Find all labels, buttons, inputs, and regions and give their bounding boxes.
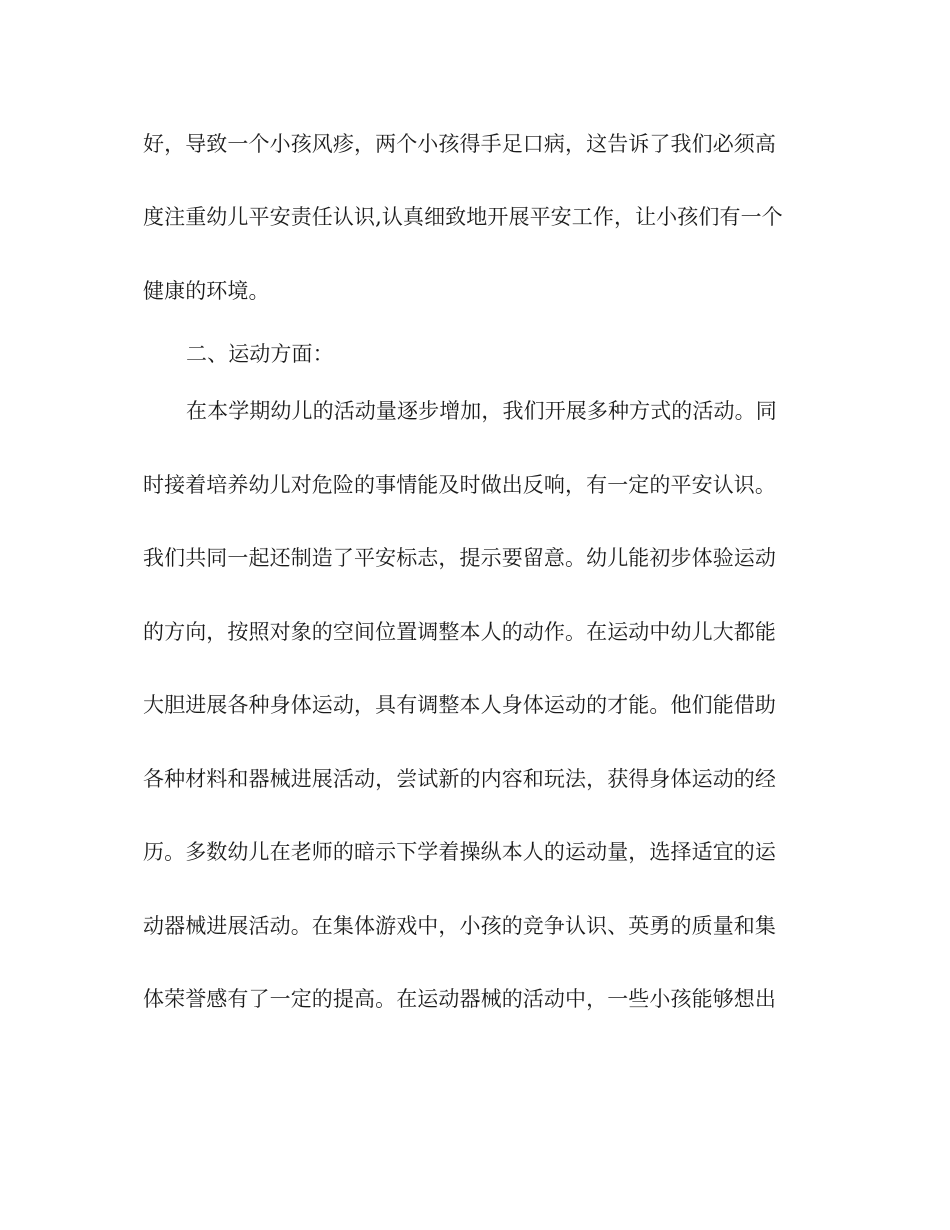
- paragraph-line: 在本学期幼儿的活动量逐步增加，我们开展多种方式的活动。同: [186, 399, 777, 423]
- paragraph-line: 我们共同一起还制造了平安标志，提示要留意。幼儿能初步体验运动: [143, 546, 776, 570]
- paragraph-line: 历。多数幼儿在老师的暗示下学着操纵本人的运动量，选择适宜的运: [143, 840, 776, 864]
- paragraph-line: 动器械进展活动。在集体游戏中，小孩的竞争认识、英勇的质量和集: [143, 914, 776, 938]
- paragraph-line: 体荣誉感有了一定的提高。在运动器械的活动中，一些小孩能够想出: [143, 987, 776, 1011]
- paragraph-line: 度注重幼儿平安责任认识,认真细致地开展平安工作，让小孩们有一个: [143, 205, 783, 229]
- paragraph-line: 大胆进展各种身体运动，具有调整本人身体运动的才能。他们能借助: [143, 693, 776, 717]
- paragraph-line: 健康的环境。: [143, 279, 270, 303]
- section-heading: 二、运动方面：: [186, 342, 334, 366]
- paragraph-line: 好，导致一个小孩风疹，两个小孩得手足口病，这告诉了我们必须高: [143, 132, 776, 156]
- paragraph-line: 时接着培养幼儿对危险的事情能及时做出反响，有一定的平安认识。: [143, 473, 776, 497]
- paragraph-line: 的方向，按照对象的空间位置调整本人的动作。在运动中幼儿大都能: [143, 620, 776, 644]
- paragraph-line: 各种材料和器械进展活动，尝试新的内容和玩法，获得身体运动的经: [143, 767, 776, 791]
